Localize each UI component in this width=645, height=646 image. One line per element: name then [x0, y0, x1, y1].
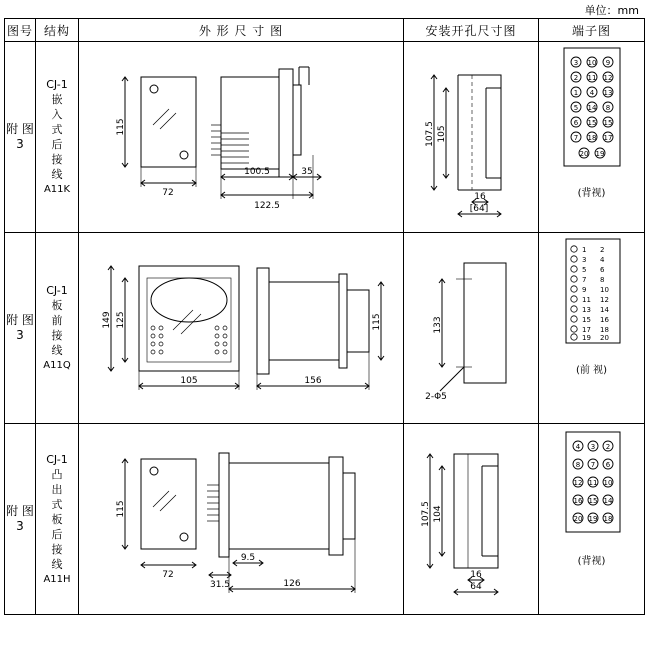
terminal-number: 11	[588, 479, 597, 487]
mounting-drawing-cell	[404, 42, 539, 233]
terminal-number: 8	[575, 461, 580, 469]
structure-line: 接	[51, 329, 63, 342]
terminal-number: 1	[581, 246, 586, 254]
structure-line: 式	[51, 123, 63, 136]
terminal-number: 3	[590, 443, 595, 451]
terminal-number: 1	[573, 89, 578, 97]
header-terminal: 端子图	[539, 19, 645, 42]
dim-105: 105	[180, 376, 198, 386]
dim-100-5: 100.5	[244, 167, 270, 177]
dim-115: 115	[116, 500, 126, 518]
dim-104: 104	[433, 504, 443, 523]
terminal-number: 20	[579, 150, 588, 158]
dim-156: 156	[304, 376, 322, 386]
terminal-number: 12	[573, 479, 582, 487]
structure-cell	[36, 42, 79, 233]
terminal-number: 11	[581, 296, 591, 304]
terminal-caption: (背视)	[577, 556, 606, 567]
header-fig-no: 图号	[5, 19, 36, 42]
fig-no-label: 附 图 3	[6, 504, 34, 533]
terminal-number: 12	[603, 74, 612, 82]
unit-note: 单位：mm	[584, 4, 639, 17]
mounting-drawing-cell	[404, 424, 539, 615]
dim-64: 64	[470, 581, 482, 592]
terminal-number: 7	[581, 276, 586, 284]
structure-line: 出	[51, 482, 63, 496]
structure-line: 接	[51, 153, 63, 166]
dim-105: 105	[437, 124, 447, 143]
terminal-number: 16	[599, 316, 609, 324]
terminal-number: 20	[573, 515, 582, 523]
dim-149: 149	[102, 311, 112, 329]
dim-72: 72	[162, 570, 174, 580]
terminal-number: 11	[587, 74, 596, 82]
outline-drawing-r2	[81, 238, 401, 418]
terminal-number: 6	[599, 266, 604, 274]
table-row	[5, 233, 645, 424]
terminal-caption: (背视)	[577, 188, 606, 199]
terminal-number: 13	[581, 306, 591, 314]
header-outline: 外 形 尺 寸 图	[79, 19, 404, 42]
header-structure: 结构	[36, 19, 79, 42]
terminal-number: 9	[605, 59, 610, 67]
structure-code: A11K	[43, 184, 71, 195]
mounting-drawing-cell	[404, 233, 539, 424]
fig-no-cell	[5, 42, 36, 233]
dim-115: 115	[116, 118, 126, 136]
terminal-number: 14	[599, 306, 609, 314]
terminal-number: 10	[587, 59, 596, 67]
dim-2-phi5: 2-Φ5	[425, 391, 447, 402]
terminal-number: 4	[599, 256, 604, 264]
terminal-number: 19	[595, 150, 604, 158]
terminal-diagram-r1	[542, 42, 642, 182]
terminal-number: 6	[605, 461, 610, 469]
terminal-number: 3	[581, 256, 586, 264]
dim-16: 16	[470, 569, 482, 580]
dim-72: 72	[162, 188, 174, 198]
terminal-number: 18	[603, 515, 612, 523]
terminal-number: 20	[599, 334, 609, 342]
terminal-number: 9	[581, 286, 586, 294]
structure-cell	[36, 233, 79, 424]
terminal-number: 10	[599, 286, 609, 294]
dim-133: 133	[433, 315, 443, 334]
terminal-number: 15	[603, 119, 612, 127]
structure-line: 入	[51, 108, 63, 121]
structure-cell	[36, 424, 79, 615]
terminal-number: 4	[575, 443, 580, 451]
structure-code: A11Q	[43, 360, 71, 371]
structure-line: 板	[51, 299, 63, 312]
terminal-diagram-r3	[542, 424, 642, 550]
terminal-number: 19	[588, 515, 597, 523]
dim-64: [64]	[469, 203, 489, 214]
structure-code: A11H	[43, 573, 71, 585]
structure-line: 式	[51, 497, 63, 511]
dim-122-5: 122.5	[254, 201, 280, 211]
terminal-number: 15	[581, 316, 591, 324]
terminal-number: 2	[599, 246, 604, 254]
dim-31-5: 31.5	[209, 580, 231, 590]
terminal-number: 12	[599, 296, 609, 304]
terminal-number: 16	[573, 497, 582, 505]
terminal-number: 2	[605, 443, 610, 451]
mounting-drawing-r2	[406, 241, 536, 416]
terminal-number: 10	[603, 479, 612, 487]
terminal-number: 15	[587, 119, 596, 127]
terminal-number: 2	[573, 74, 578, 82]
terminal-number: 14	[587, 104, 596, 112]
mounting-drawing-r3	[406, 432, 536, 607]
structure-line: 接	[51, 542, 63, 556]
outline-drawing-r3	[81, 429, 401, 609]
dim-125: 125	[116, 311, 126, 329]
terminal-number: 19	[581, 334, 591, 342]
dim-35: 35	[301, 167, 313, 177]
dim-16: 16	[474, 191, 486, 202]
terminal-number: 18	[587, 134, 596, 142]
terminal-diagram-r2	[542, 233, 642, 359]
structure-line: CJ-1	[46, 78, 68, 91]
terminal-caption: (前 视)	[576, 365, 607, 376]
terminal-diagram-cell	[539, 42, 645, 233]
structure-line: 线	[51, 168, 63, 181]
terminal-number: 5	[581, 266, 586, 274]
terminal-number: 17	[603, 134, 612, 142]
terminal-number: 17	[581, 326, 591, 334]
structure-line: 凸	[51, 467, 63, 481]
fig-no-label: 附 图 3	[6, 313, 34, 342]
structure-line: 后	[51, 527, 63, 541]
structure-line: 线	[51, 557, 63, 571]
structure-line: CJ-1	[46, 452, 68, 466]
dimension-table	[4, 18, 645, 615]
fig-no-cell	[5, 424, 36, 615]
outline-drawing-cell	[79, 424, 404, 615]
structure-line: 线	[51, 344, 63, 357]
terminal-number: 7	[590, 461, 595, 469]
mounting-drawing-r1	[406, 50, 536, 225]
terminal-number: 5	[573, 104, 578, 112]
outline-drawing-cell	[79, 233, 404, 424]
terminal-number: 14	[603, 497, 612, 505]
table-header-row	[5, 19, 645, 42]
terminal-diagram-cell	[539, 233, 645, 424]
structure-line: 板	[51, 512, 63, 526]
table-row	[5, 42, 645, 233]
terminal-number: 18	[599, 326, 609, 334]
structure-line: 前	[51, 314, 63, 327]
terminal-number: 4	[589, 89, 594, 97]
dim-9-5: 9.5	[240, 553, 256, 563]
dim-107-5: 107.5	[425, 120, 435, 147]
dim-107-5: 107.5	[421, 500, 431, 527]
outline-drawing-r1	[81, 47, 401, 227]
outline-drawing-cell	[79, 42, 404, 233]
header-mounting: 安装开孔尺寸图	[404, 19, 539, 42]
fig-no-cell	[5, 233, 36, 424]
terminal-diagram-cell	[539, 424, 645, 615]
terminal-number: 7	[573, 134, 578, 142]
structure-line: CJ-1	[46, 284, 68, 297]
structure-line: 嵌	[51, 93, 63, 106]
dim-126: 126	[283, 579, 301, 589]
terminal-number: 13	[603, 89, 612, 97]
terminal-number: 15	[588, 497, 597, 505]
terminal-number: 6	[573, 119, 578, 127]
terminal-number: 3	[573, 59, 578, 67]
fig-no-label: 附 图 3	[6, 122, 34, 151]
terminal-number: 8	[605, 104, 610, 112]
structure-line: 后	[51, 138, 63, 151]
dim-115: 115	[372, 313, 382, 331]
terminal-number: 8	[599, 276, 604, 284]
table-row	[5, 424, 645, 615]
